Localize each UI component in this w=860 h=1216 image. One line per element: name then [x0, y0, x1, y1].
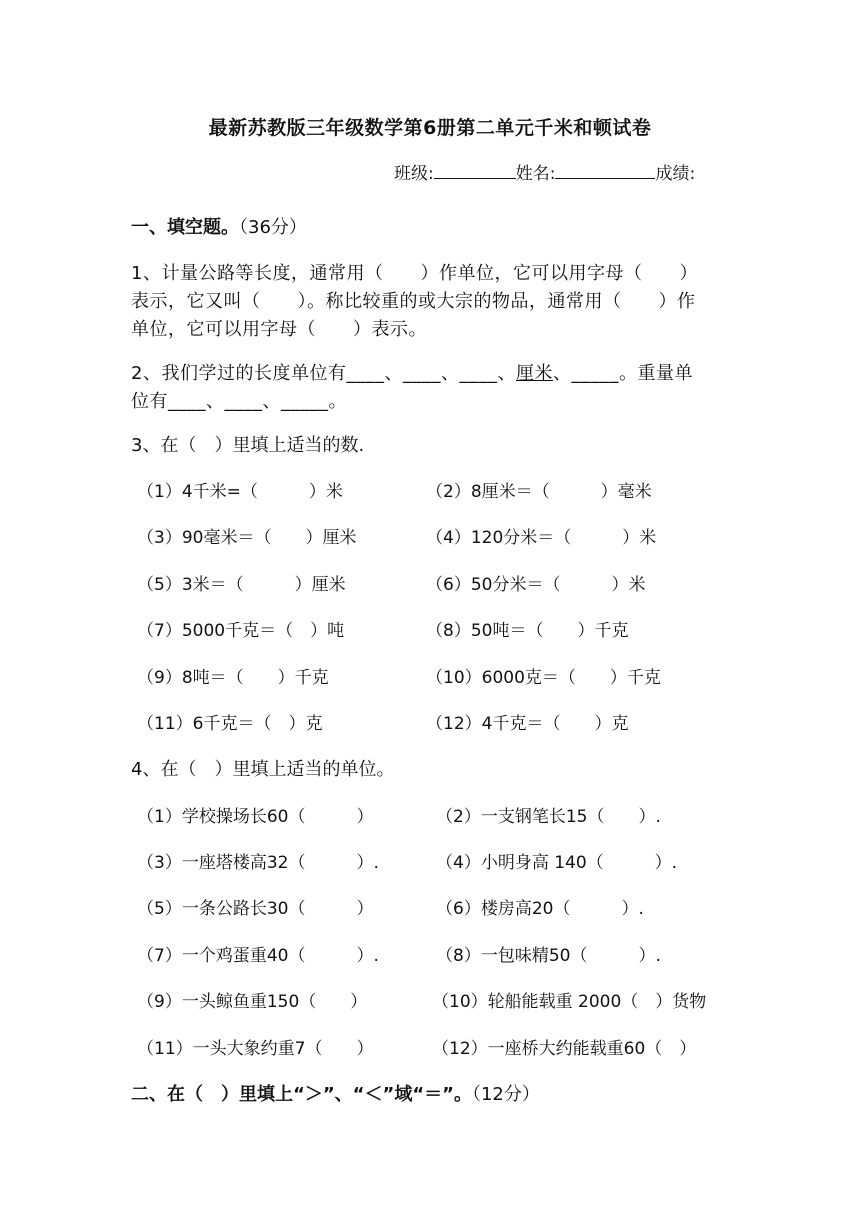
- q3-heading: 3、在（ ）里填上适当的数.: [131, 435, 365, 456]
- q4-item: （7）一个鸡蛋重40（ ）.: [137, 946, 379, 966]
- name-blank: [555, 160, 655, 179]
- q3-item: （5）3米＝（ ）厘米: [137, 575, 346, 595]
- question-2: [131, 360, 731, 416]
- q4-item: （6）楼房高20（ ）.: [436, 899, 644, 919]
- page-title: 最新苏教版三年级数学第6册第二单元千米和顿试卷: [208, 117, 652, 139]
- q1-line2: 表示，它又叫（ ）。称比较重的或大宗的物品，通常用（ ）作: [131, 291, 696, 312]
- q1-line3: 单位，它可以用字母（ ）表示。: [131, 319, 427, 340]
- q3-item: （11）6千克＝（ ）克: [137, 714, 323, 734]
- q4-item: （4）小明身高 140（ ）.: [436, 853, 678, 873]
- q2-line1: 2、我们学过的长度单位有____、____、____、厘米、_____。重量单: [131, 363, 693, 384]
- q4-item: （10）轮船能载重 2000（ ）货物: [432, 992, 707, 1012]
- class-blank: [434, 160, 516, 179]
- class-label: 班级:: [394, 164, 434, 184]
- q3-item: （12）4千克＝（ ）克: [426, 714, 629, 734]
- q3-item: （10）6000克＝（ ）千克: [426, 668, 661, 688]
- q2-line2: 位有____、____、_____。: [131, 391, 347, 412]
- q4-item: （8）一包味精50（ ）.: [436, 946, 661, 966]
- q3-item: （6）50分米＝（ ）米: [426, 575, 646, 595]
- question-1: [131, 260, 731, 344]
- section1-heading: 一、填空题。（36分）: [131, 217, 307, 238]
- q4-item: （5）一条公路长30（ ）: [137, 899, 374, 919]
- q4-item: （2）一支钢笔长15（ ）.: [436, 807, 661, 827]
- student-info-row: [394, 160, 695, 186]
- name-label: 姓名:: [515, 164, 556, 184]
- q3-item: （7）5000千克＝（ ）吨: [137, 621, 345, 641]
- q3-item: （8）50吨＝（ ）千克: [426, 621, 629, 641]
- q3-item: （3）90毫米＝（ ）厘米: [137, 528, 357, 548]
- q1-line1: 1、计量公路等长度，通常用（ ）作单位，它可以用字母（ ）: [131, 263, 698, 284]
- section2-heading: 二、在（ ）里填上“＞”、“＜”域“＝”。（12分）: [131, 1084, 540, 1105]
- q4-item: （3）一座塔楼高32（ ）.: [137, 853, 379, 873]
- q4-item: （9）一头鲸鱼重150（ ）: [137, 992, 368, 1012]
- q3-item: （4）120分米＝（ ）米: [426, 528, 657, 548]
- q4-item: （12）一座桥大约能载重60（ ）: [432, 1039, 697, 1059]
- q4-item: （1）学校操场长60（ ）: [137, 807, 374, 827]
- q4-heading: 4、在（ ）里填上适当的单位。: [131, 759, 395, 780]
- q3-item: （9）8吨＝（ ）千克: [137, 668, 329, 688]
- q3-item: （1）4千米=（ ）米: [137, 482, 343, 502]
- q4-item: （11）一头大象约重7（ ）: [137, 1039, 374, 1059]
- score-label: 成绩:: [655, 164, 696, 184]
- q3-item: （2）8厘米＝（ ）毫米: [426, 482, 652, 502]
